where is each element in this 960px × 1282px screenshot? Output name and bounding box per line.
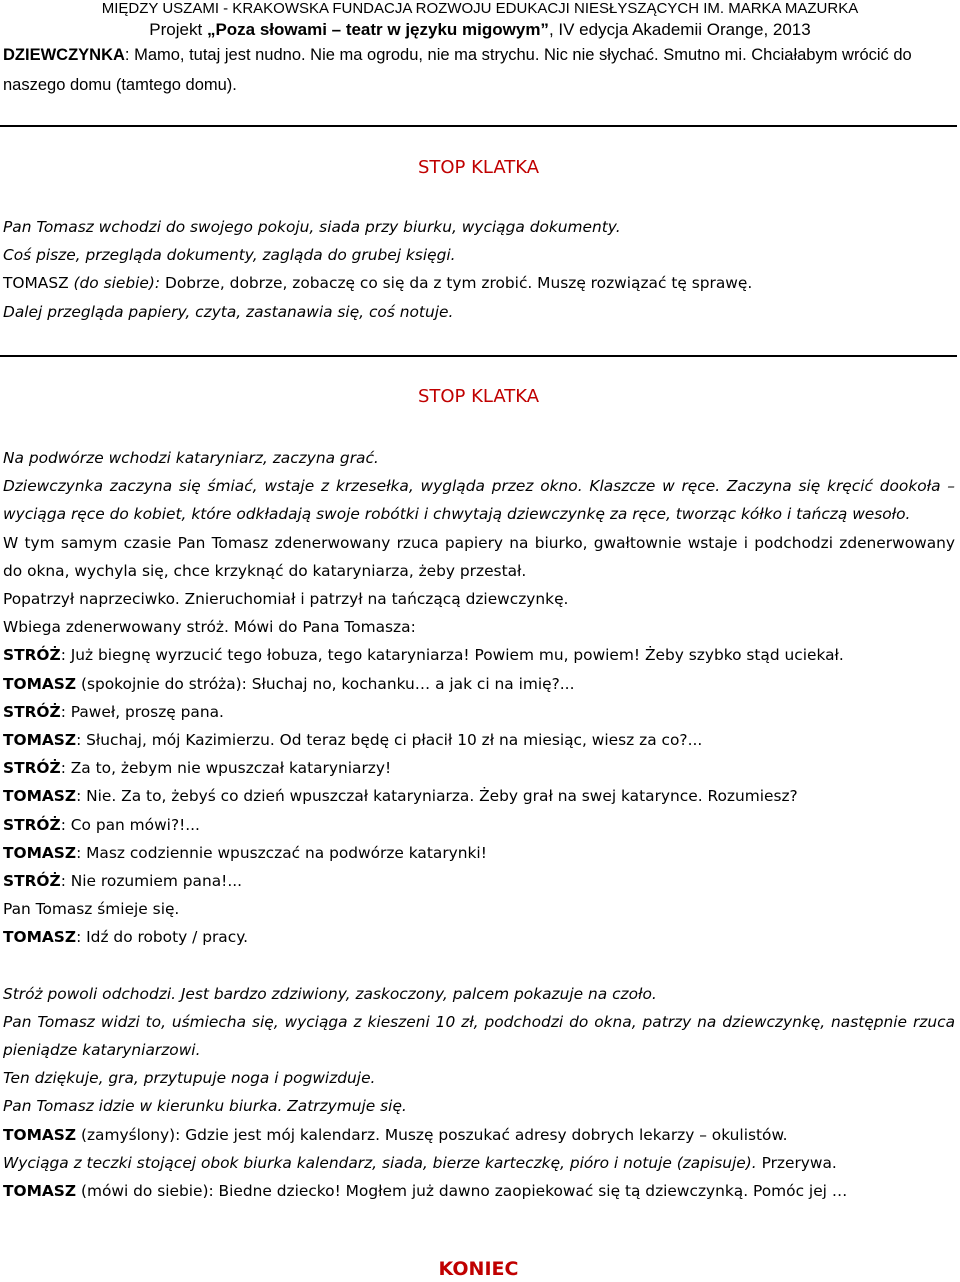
dialogue-line <box>3 811 955 839</box>
speaker-label: STRÓŻ <box>3 702 61 721</box>
speaker-label: TOMASZ <box>3 787 77 806</box>
intro-line <box>3 40 955 100</box>
dialogue-line <box>3 1149 955 1177</box>
speaker-label: TOMASZ <box>3 674 77 693</box>
dialogue-line <box>3 698 955 726</box>
section1-heading: STOP KLATKA <box>417 157 540 178</box>
stage-direction: Pan Tomasz idzie w kierunku biurka. Zatrzymuje się. <box>3 1097 407 1116</box>
stage-direction: Na podwórze wchodzi kataryniarz, zaczyna grać. <box>3 449 379 467</box>
dialogue-line <box>3 867 955 895</box>
dialogue-line <box>3 1177 955 1205</box>
dialogue-text: : Co pan mówi?!... <box>60 815 200 834</box>
header-project-prefix: Projekt <box>149 20 207 39</box>
speaker-label: TOMASZ <box>3 1182 77 1201</box>
stage-direction: Ten dziękuje, gra, przytupuje noga i pogwizduje. <box>3 1069 376 1088</box>
stage-direction: Popatrzył naprzeciwko. Znieruchomiał i patrzył na tańczącą dziewczynkę. <box>3 590 569 609</box>
section2-body <box>3 444 955 1205</box>
section2-heading: STOP KLATKA <box>417 386 540 407</box>
dialogue-text: : Już biegnę wyrzucić tego łobuza, tego kataryniarza! Powiem mu, powiem! Żeby szybko stąd uciekał. <box>60 646 844 665</box>
speaker-label: TOMASZ <box>3 731 77 750</box>
header-project-title: „Poza słowami – teatr w języku migowym” <box>206 20 549 39</box>
dialogue-line <box>3 670 955 698</box>
dialogue-text: : Słuchaj, mój Kazimierzu. Od teraz będę ci płacił 10 zł na miesiąc, wiesz za co?... <box>76 731 703 750</box>
dialogue-text: Dobrze, dobrze, zobaczę co się da z tym zrobić. Muszę rozwiązać tę sprawę. <box>160 274 753 293</box>
stage-direction: Pan Tomasz wchodzi do swojego pokoju, siada przy biurku, wyciąga dokumenty. <box>3 218 621 236</box>
konec-heading: KONIEC <box>438 1258 519 1280</box>
dialogue-line <box>3 1121 955 1149</box>
header-project-suffix: , IV edycja Akademii Orange, 2013 <box>548 20 811 39</box>
dialogue-line <box>3 269 955 297</box>
intro-text: : Mamo, tutaj jest nudno. Nie ma ogrodu, nie ma strychu. Nic nie słychać. Smutno mi. Chciałabym wrócić do naszego domu (tamtego domu). <box>3 46 912 94</box>
speaker-label: STRÓŻ <box>3 815 61 834</box>
header-project-line <box>0 19 960 41</box>
dialogue-text: : Masz codziennie wpuszczać na podwórze katarynki! <box>76 843 487 862</box>
dialogue-line <box>3 754 955 782</box>
speaker-label: STRÓŻ <box>3 759 61 778</box>
speaker-label: DZIEWCZYNKA <box>3 46 125 64</box>
stage-direction: Pan Tomasz widzi to, uśmiecha się, wyciąga z kieszeni 10 zł, podchodzi do okna, patrzy na dziewczynkę, następnie rzuca pieniądze kataryniarzowi. <box>3 1012 955 1060</box>
speaker-label: TOMASZ <box>3 1125 77 1144</box>
dialogue-line <box>3 839 955 867</box>
stage-direction: Coś pisze, przegląda dokumenty, zagląda do grubej księgi. <box>3 246 456 265</box>
stage-direction: Stróż powoli odchodzi. Jest bardzo zdziwiony, zaskoczony, palcem pokazuje na czoło. <box>3 984 657 1003</box>
spacer <box>3 952 955 980</box>
stage-direction: Wbiega zdenerwowany stróż. Mówi do Pana Tomasza: <box>3 618 416 637</box>
dialogue-text: (mówi do siebie): Biedne dziecko! Mogłem już dawno zaopiekować się tą dziewczynką. Pomóc jej … <box>76 1182 848 1201</box>
dialogue-text: : Paweł, proszę pana. <box>60 702 224 721</box>
dialogue-text: : Nie. Za to, żebyś co dzień wpuszczał kataryniarza. Żeby grał na swej katarynce. Rozumiesz? <box>76 787 798 806</box>
dialogue-text: (zamyślony): Gdzie jest mój kalendarz. Muszę poszukać adresy dobrych lekarzy – okulistów. <box>76 1125 788 1144</box>
dialogue-line <box>3 726 955 754</box>
speaker-label: STRÓŻ <box>3 646 61 665</box>
dialogue-line <box>3 782 955 810</box>
dialogue-text: Pan Tomasz śmieje się. <box>3 900 180 919</box>
dialogue-text: : Nie rozumiem pana!... <box>60 872 243 891</box>
stage-direction: W tym samym czasie Pan Tomasz zdenerwowany rzuca papiery na biurko, gwałtownie wstaje i podchodzi zdenerwowany do okna, wychyla się, chce krzyknąć do kataryniarza, żeby przestał. <box>3 533 955 580</box>
dialogue-line <box>3 895 955 923</box>
dialogue-list <box>3 641 955 951</box>
speaker-label: STRÓŻ <box>3 872 61 891</box>
stage-direction: Dziewczynka zaczyna się śmiać, wstaje z krzesełka, wygląda przez okno. Klaszcze w ręce. Zaczyna się kręcić dookoła – wyciąga ręce do kobiet, które odkładają swoje robótki i chwytają dziewczynkę za ręce, tworząc kółko i tańczą wesoło. <box>3 477 955 524</box>
speaker-label: TOMASZ <box>3 274 69 293</box>
dialogue-line <box>3 641 955 669</box>
dialogue-text: : Idź do roboty / pracy. <box>76 928 248 947</box>
dialogue-text: Przerywa. <box>756 1153 837 1172</box>
header-foundation-name: MIĘDZY USZAMI - KRAKOWSKA FUNDACJA ROZWOJU EDUKACJI NIESŁYSZĄCYCH IM. MARKA MAZURKA <box>101 0 859 17</box>
dialogue-text: : Za to, żebym nie wpuszczał kataryniarzy! <box>60 759 392 778</box>
speaker-label: TOMASZ <box>3 843 77 862</box>
divider <box>0 125 957 127</box>
speaker-direction: (do siebie): <box>68 274 161 293</box>
dialogue-line <box>3 923 955 951</box>
dialogue-text: (spokojnie do stróża): Słuchaj no, kochanku… a jak ci na imię?... <box>76 674 575 693</box>
stage-direction: Dalej przegląda papiery, czyta, zastanawia się, coś notuje. <box>3 302 454 321</box>
divider <box>0 355 957 357</box>
speaker-label: TOMASZ <box>3 928 77 947</box>
section1-body <box>3 213 955 326</box>
stage-direction: Wyciąga z teczki stojącej obok biurka kalendarz, siada, bierze karteczkę, pióro i notuje (zapisuje). <box>3 1153 757 1172</box>
